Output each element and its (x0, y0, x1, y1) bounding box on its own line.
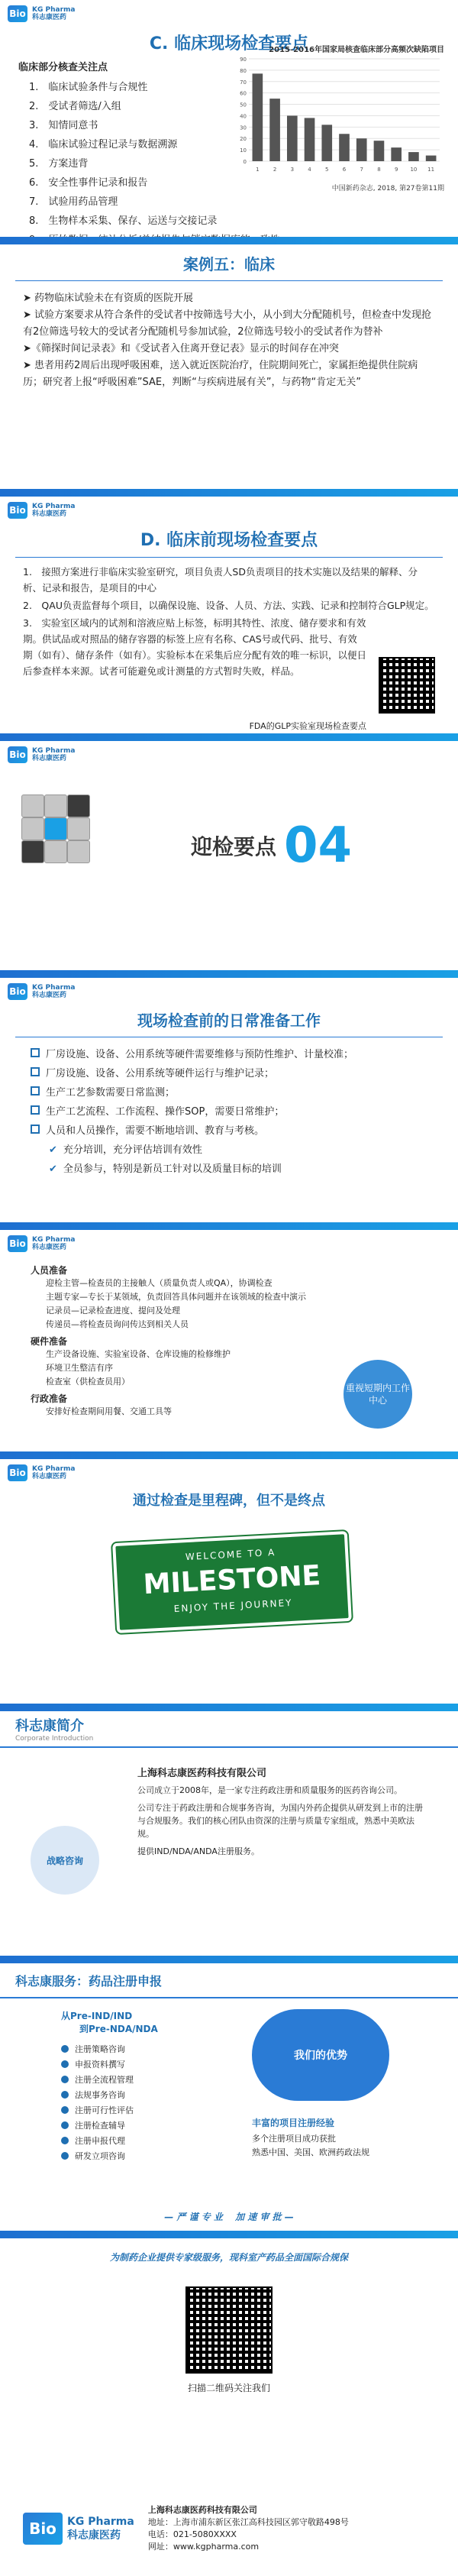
service-item (61, 2073, 158, 2086)
list-item (31, 1102, 458, 1121)
square-bullet-icon (31, 1125, 40, 1134)
brand-name-cn: 科志康医药 (67, 2529, 121, 2542)
y-tick-label: 0 (243, 159, 247, 165)
advantage-circle (252, 2009, 389, 2101)
service-label: 注册检查辅导 (75, 2121, 125, 2131)
item-text: 全员参与，特别是新员工针对以及质量目标的培训 (63, 1163, 282, 1175)
logo-text (32, 747, 75, 762)
brand-name-en: KG Pharma (67, 2516, 134, 2528)
company-desc3: 提供IND/NDA/ANDA注册服务。 (137, 1846, 260, 1856)
qr-code (185, 2286, 273, 2374)
section-item: 主题专家—专长于某领域，负责回答具体问题并在该领域的检查中演示 (46, 1292, 306, 1302)
x-tick-label: 1 (256, 167, 260, 173)
brand-name-cn: 科志康医药 (32, 14, 67, 21)
service-dot-icon (61, 2121, 69, 2129)
logo-mark: Bio (8, 1235, 27, 1252)
service-item (61, 2134, 158, 2147)
contact-website: 网址：www.kgpharma.com (147, 2542, 260, 2552)
service-list (61, 2043, 158, 2162)
list-item (31, 1045, 458, 1064)
list-item: 2. 受试者筛选/入组 (29, 101, 121, 112)
list-item: 3. 知情同意书 (29, 120, 98, 131)
slide-bottom-bar (0, 2231, 458, 2238)
section-item: 检查室（供检查员用） (46, 1377, 130, 1387)
slide-title: D. 临床前现场检查要点 (140, 531, 318, 550)
section-item: 安排好检查期间用餐、交通工具等 (46, 1406, 172, 1416)
prep-list (31, 1045, 458, 1179)
company-desc: 公司成立于2008年，是一家专注药政注册和质量服务的医药咨询公司。 (137, 1785, 402, 1795)
brand-name-en: KG Pharma (32, 1465, 76, 1473)
slide-header (0, 978, 458, 1005)
service-dot-icon (61, 2060, 69, 2068)
brand-logo (8, 983, 75, 1000)
x-tick-label: 10 (410, 167, 418, 173)
y-tick-label: 60 (240, 90, 247, 97)
slide-bottom-bar (0, 1956, 458, 1963)
bar (391, 147, 402, 161)
logo-text (67, 2515, 134, 2542)
check-item (49, 1160, 458, 1179)
experience-block (252, 2116, 435, 2158)
service-label: 法规事务咨询 (75, 2090, 125, 2100)
brand-logo (8, 1235, 75, 1252)
check-icon: ✔ (49, 1163, 57, 1175)
square-bullet-icon (31, 1048, 40, 1057)
brand-name-cn: 科志康医药 (32, 1473, 67, 1481)
item-text: 厂房设施、设备、公用系统等硬件运行与维护记录； (46, 1068, 275, 1079)
service-item (61, 2089, 158, 2101)
service-dot-icon (61, 2106, 69, 2114)
bar (287, 115, 298, 161)
case-title: 案例五：临床 (183, 255, 275, 273)
case-point: ➤《筛探时间记录表》和《受试者入住离开登记表》显示的时间存在冲突 (23, 343, 339, 354)
cube-graphic (21, 794, 105, 871)
y-tick-label: 80 (240, 67, 247, 74)
bar-chart-svg (231, 54, 444, 176)
brand-name-cn: 科志康医药 (32, 755, 67, 762)
x-tick-label: 3 (290, 167, 295, 173)
list-item: 7. 试验用药品管理 (29, 196, 118, 208)
square-bullet-icon (31, 1105, 40, 1115)
item-text: 人员和人员操作，需要不断地培训、教育与考核。 (46, 1125, 265, 1137)
slide-clinical-check (0, 0, 458, 244)
slide-preclinical-check (0, 497, 458, 741)
slide-header (0, 1230, 458, 1257)
contact-footer (23, 2504, 349, 2553)
item-text: 厂房设施、设备、公用系统等硬件需要维修与预防性维护、计量校准； (46, 1049, 354, 1060)
service-item (61, 2119, 158, 2131)
service-dot-icon (61, 2137, 69, 2144)
case-point: ➤ 患者用药2周后出现呼吸困难，送入就近医院治疗，住院期间死亡，家属拒绝提供住院病历；研究者上报“呼吸困难”SAE，判断“与疾病进展有关”，与药物“肯定无关” (23, 360, 418, 388)
brand-name-en: KG Pharma (32, 747, 76, 755)
logo-mark: Bio (8, 5, 27, 22)
x-tick-label: 4 (308, 167, 311, 173)
slide-header (0, 741, 458, 769)
brand-name-cn: 科志康医药 (32, 1244, 67, 1251)
slide-title-en: Corporate Introduction (15, 1735, 94, 1743)
brand-logo (23, 2513, 134, 2545)
company-text (137, 1765, 427, 1858)
brand-name-cn: 科志康医药 (32, 992, 67, 999)
bar (253, 73, 263, 161)
x-tick-label: 2 (273, 167, 277, 173)
brand-name-en: KG Pharma (32, 6, 76, 14)
list-item (31, 1121, 458, 1141)
square-bullet-icon (31, 1086, 40, 1095)
brand-name-cn: 科志康医药 (32, 510, 67, 518)
section-title: 硬件准备 (31, 1336, 68, 1347)
slide-bottom-bar (0, 489, 458, 497)
x-tick-label: 5 (325, 167, 329, 173)
bar (321, 125, 332, 161)
bar (339, 134, 350, 161)
section-heading (191, 817, 352, 874)
callout-badge: 重视短期内工作中心 (344, 1360, 412, 1429)
subtitle: 临床部分核查关注点 (18, 62, 108, 73)
flow-line-1: 从Pre-IND/IND (61, 2011, 133, 2021)
slide-prep-details (0, 1230, 458, 1459)
slide-bottom-bar (0, 733, 458, 741)
brand-name-en: KG Pharma (32, 1236, 76, 1244)
section-title: 迎检要点 (191, 834, 277, 859)
experience-item: 熟悉中国、美国、欧洲药政法规 (252, 2147, 369, 2157)
x-tick-label: 7 (360, 167, 363, 173)
slide-header (0, 497, 458, 524)
qr-wrap (0, 2286, 458, 2374)
item-text: 生产工艺参数需要日常监测； (46, 1087, 176, 1099)
experience-item: 多个注册项目成功获批 (252, 2134, 336, 2144)
slide-bottom-bar (0, 1451, 458, 1459)
slide-header (0, 1711, 458, 1748)
logo-text (32, 1236, 75, 1251)
slide-bottom-bar (0, 1704, 458, 1711)
sign-top-text: WELCOME TO A (185, 1546, 276, 1563)
service-dot-icon (61, 2045, 69, 2053)
slide-header (0, 1963, 458, 1998)
service-label: 注册可行性评估 (75, 2105, 134, 2115)
list-item (31, 1064, 458, 1083)
company-name: 上海科志康医药科技有限公司 (137, 1768, 267, 1779)
logo-mark: Bio (23, 2513, 63, 2545)
service-item (61, 2150, 158, 2162)
flow-line-2: 到Pre-NDA/NDA (79, 2024, 158, 2034)
list-item: 4. 临床试验过程记录与数据溯源 (29, 139, 178, 150)
logo-text (32, 1465, 75, 1481)
case-points (0, 290, 458, 391)
paragraph: 1. 接照方案进行非临床实验室研究，项目负责人SD负责项目的技术实施以及结果的解释、分析、记录和报告，是项目的中心 (23, 566, 418, 594)
service-item (61, 2043, 158, 2055)
check-icon: ✔ (49, 1144, 57, 1156)
section-number: 04 (284, 817, 353, 874)
square-bullet-icon (31, 1067, 40, 1076)
experience-title: 丰富的项目注册经验 (252, 2118, 335, 2128)
slide-services (0, 1963, 458, 2238)
bar (305, 118, 315, 161)
y-tick-label: 30 (240, 125, 247, 131)
contact-details (148, 2504, 349, 2553)
paragraph: 3. 实验室区域内的试剂和溶液应贴上标签，标明其特性、浓度、储存要求和有效期。供试品或对照品的储存容器的标签上应有名称、CAS号或代码、批号、有效期（如有）、储存条件（如有）。实验标本在采集后应分配有效的唯一标识，以便日后参查样本来源。试者可能避免或计测量的方式暂时失败，样品。 (23, 617, 367, 677)
section-item: 传递员—将检查员询问传达到相关人员 (46, 1319, 189, 1329)
section-title: 行政准备 (31, 1393, 68, 1404)
slide-bottom-bar (0, 1222, 458, 1230)
slide-section-04 (0, 741, 458, 978)
y-tick-label: 50 (240, 102, 247, 108)
divider (15, 557, 443, 558)
qr-caption: 扫描二维码关注我们 (187, 2383, 270, 2393)
list-item: 5. 方案违背 (29, 158, 89, 170)
x-tick-label: 9 (394, 167, 398, 173)
chart-source: 中国新药杂志, 2018, 第27卷第11期 (331, 185, 444, 193)
service-label: 申报资料撰写 (75, 2060, 125, 2070)
section-item: 记录员—记录检查进度、提问及处理 (46, 1306, 180, 1316)
sign-board (112, 1531, 352, 1633)
bar (269, 99, 280, 161)
chart-title: 2015-2016年国家局核查临床部分高频次缺陷项目 (269, 46, 444, 54)
qr-code (379, 657, 435, 714)
contact-slogan: 为制药企业提供专家级服务，现科室产药品全面国际合规保 (109, 2252, 348, 2263)
brand-name-en: KG Pharma (32, 984, 76, 992)
case-point: ➤ 药物临床试验未在有资质的医院开展 (23, 293, 194, 304)
service-label: 研发立项咨询 (75, 2151, 125, 2161)
slide-header (0, 1459, 458, 1487)
y-tick-label: 70 (240, 79, 247, 86)
logo-mark: Bio (8, 746, 27, 763)
service-dot-icon (61, 2091, 69, 2099)
brand-name-en: KG Pharma (32, 503, 76, 510)
divider (15, 280, 443, 281)
service-label: 注册全流程管理 (75, 2075, 134, 2085)
item-text: 生产工艺流程、工作流程、操作SOP，需要日常维护； (46, 1106, 285, 1118)
x-tick-label: 8 (377, 167, 381, 173)
strategy-label: 战略咨询 (46, 1855, 83, 1866)
company-desc2: 公司专注于药政注册和合规事务咨询，为国内外药企提供从研发到上市的注册与合规服务。我们的核心团队由资深的注册与质量专家组成，熟悉中美欧法规。 (137, 1803, 423, 1839)
slide-title: 科志康简介 (15, 1718, 84, 1734)
section-item: 迎检主管—检查员的主接触人（质量负责人或QA），协调检查 (46, 1278, 273, 1288)
contact-address: 地址：上海市浦东新区张江高科技园区郭守敬路498号 (147, 2517, 349, 2527)
list-item: 8. 生物样本采集、保存、运送与交接记录 (29, 215, 218, 227)
contact-phone: 电话：021-5080XXXX (147, 2529, 237, 2539)
section-item: 环境卫生整洁有序 (46, 1363, 113, 1373)
y-tick-label: 40 (240, 113, 247, 120)
logo-text (32, 6, 75, 21)
paragraph: 2. QAU负责监督每个项目，以确保设施、设备、人员、方法、实践、记录和控制符合GLP规定。 (23, 600, 434, 611)
advantage-title: 我们的优势 (294, 2050, 347, 2062)
service-label: 注册策略咨询 (75, 2044, 125, 2054)
check-item (49, 1141, 458, 1160)
slide-milestone (0, 1459, 458, 1711)
section-title: 人员准备 (31, 1265, 68, 1276)
slide-contact (0, 2238, 458, 2576)
logo-text (32, 503, 75, 518)
brand-logo (8, 1464, 75, 1481)
services-slogan: — 严 谨 专 业 加 速 审 批 — (164, 2212, 294, 2222)
y-tick-label: 90 (240, 57, 247, 63)
logo-text (32, 984, 75, 999)
service-item (61, 2058, 158, 2070)
slide-title: C. 临床现场检查要点 (149, 34, 309, 53)
list-item: 6. 安全性事件记录和报告 (29, 177, 148, 189)
services-slogan-wrap (0, 2210, 458, 2223)
y-tick-label: 20 (240, 136, 247, 143)
service-dot-icon (61, 2152, 69, 2160)
sign-main-text: MILESTONE (142, 1559, 322, 1601)
contact-company: 上海科志康医药科技有限公司 (147, 2505, 257, 2515)
strategy-circle (31, 1826, 99, 1895)
x-tick-label: 11 (427, 167, 435, 173)
logo-mark: Bio (8, 1464, 27, 1481)
slide-header (0, 0, 458, 28)
milestone-sign (84, 1522, 374, 1636)
slide-footer: FDA的GLP实验室现场检查要点 (249, 721, 366, 731)
list-item (31, 1083, 458, 1102)
brand-logo (8, 5, 75, 22)
slide-daily-prep (0, 978, 458, 1230)
service-dot-icon (61, 2076, 69, 2083)
logo-mark: Bio (8, 983, 27, 1000)
bar (426, 156, 437, 161)
defect-chart (231, 43, 444, 203)
section-item: 生产设备设施、实验室设备、仓库设施的检修维护 (46, 1349, 231, 1359)
slide-title: 现场检查前的日常准备工作 (137, 1011, 321, 1030)
item-text: 充分培训，充分评估培训有效性 (63, 1144, 202, 1156)
x-tick-label: 6 (342, 167, 347, 173)
bar (408, 152, 419, 161)
logo-mark: Bio (8, 502, 27, 519)
brand-logo (8, 502, 75, 519)
case-point: ➤ 试验方案要求从符合条件的受试者中按筛选号大小，从小到大分配随机号，但检查中发现抢有2位筛选号较大的受试者分配随机号参加试验，2位筛选号较小的受试者作为替补 (23, 309, 432, 338)
slide-bottom-bar (0, 970, 458, 978)
service-item (61, 2104, 158, 2116)
flow-block (61, 2009, 158, 2165)
bar (356, 138, 367, 161)
slide-case-five (0, 244, 458, 497)
bar (374, 141, 385, 161)
sign-bottom-text: ENJOY THE JOURNEY (173, 1597, 293, 1615)
brand-logo (8, 746, 75, 763)
list-item: 1. 临床试验条件与合规性 (29, 82, 148, 93)
slide-company-intro (0, 1711, 458, 1963)
service-label: 注册申报代理 (75, 2136, 125, 2146)
slide-bottom-bar (0, 237, 458, 244)
headline: 通过检查是里程碑，但不是终点 (133, 1493, 325, 1509)
slide-title: 科志康服务：药品注册申报 (15, 1973, 163, 1989)
y-tick-label: 10 (240, 147, 247, 154)
